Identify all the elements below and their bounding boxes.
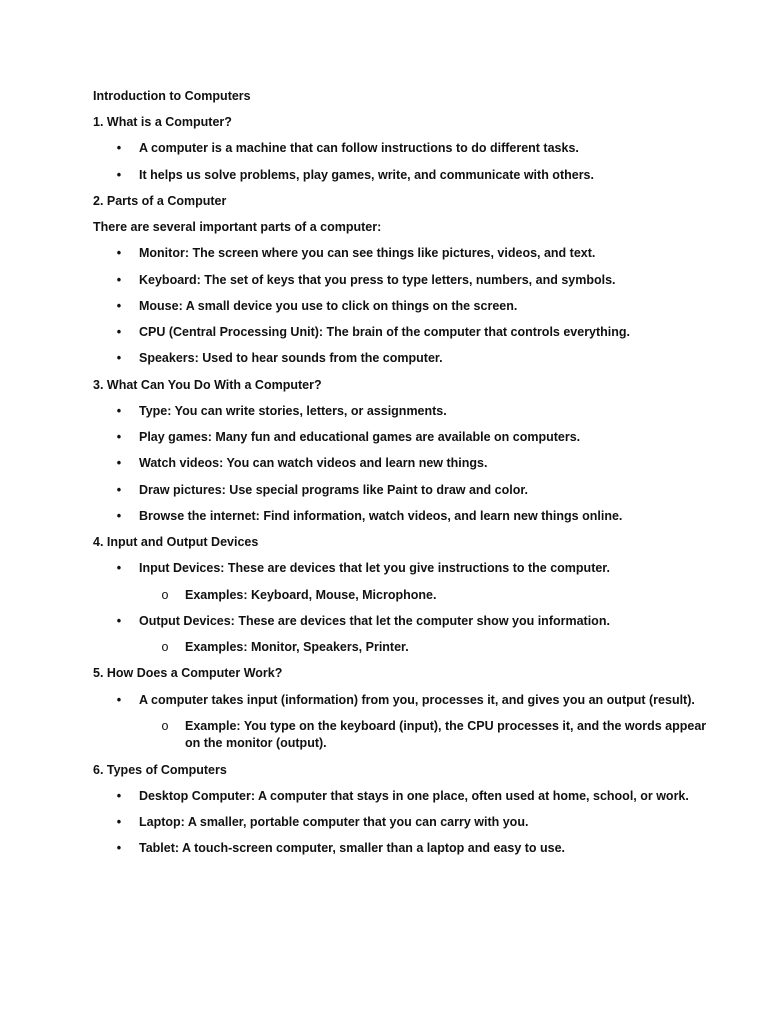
list-item: Laptop: A smaller, portable computer that you can carry with you. bbox=[139, 815, 529, 829]
bullet-marker: • bbox=[116, 561, 122, 575]
bullet-marker: • bbox=[116, 141, 122, 155]
sub-bullet-marker: o bbox=[161, 640, 169, 654]
sub-list-item-continuation: on the monitor (output). bbox=[185, 736, 327, 750]
list-item: Keyboard: The set of keys that you press to type letters, numbers, and symbols. bbox=[139, 273, 616, 287]
document-title: Introduction to Computers bbox=[93, 89, 251, 103]
list-item: Draw pictures: Use special programs like Paint to draw and color. bbox=[139, 483, 529, 497]
bullet-marker: • bbox=[116, 841, 122, 855]
list-item: It helps us solve problems, play games, write, and communicate with others. bbox=[139, 168, 594, 182]
bullet-marker: • bbox=[116, 273, 122, 287]
list-item: Play games: Many fun and educational games are available on computers. bbox=[139, 430, 581, 444]
bullet-marker: • bbox=[116, 456, 122, 470]
bullet-marker: • bbox=[116, 325, 122, 339]
section-heading-5: 5. How Does a Computer Work? bbox=[93, 666, 283, 680]
section-heading-4: 4. Input and Output Devices bbox=[93, 535, 259, 549]
section-heading-6: 6. Types of Computers bbox=[93, 763, 227, 777]
bullet-marker: • bbox=[116, 483, 122, 497]
bullet-marker: • bbox=[116, 815, 122, 829]
list-item: Watch videos: You can watch videos and learn new things. bbox=[139, 456, 488, 470]
bullet-marker: • bbox=[116, 509, 122, 523]
bullet-marker: • bbox=[116, 168, 122, 182]
section-intro: There are several important parts of a computer: bbox=[93, 220, 382, 234]
bullet-marker: • bbox=[116, 351, 122, 365]
list-item: Mouse: A small device you use to click on things on the screen. bbox=[139, 299, 518, 313]
list-item: Monitor: The screen where you can see things like pictures, videos, and text. bbox=[139, 246, 596, 260]
sub-list-item: Example: You type on the keyboard (input), the CPU processes it, and the words appear bbox=[185, 719, 707, 733]
list-item: A computer is a machine that can follow instructions to do different tasks. bbox=[139, 141, 579, 155]
list-item: Output Devices: These are devices that let the computer show you information. bbox=[139, 614, 610, 628]
bullet-marker: • bbox=[116, 430, 122, 444]
section-heading-3: 3. What Can You Do With a Computer? bbox=[93, 378, 322, 392]
list-item: Type: You can write stories, letters, or assignments. bbox=[139, 404, 447, 418]
list-item: Desktop Computer: A computer that stays in one place, often used at home, school, or work. bbox=[139, 789, 689, 803]
sub-list-item: Examples: Monitor, Speakers, Printer. bbox=[185, 640, 409, 654]
bullet-marker: • bbox=[116, 614, 122, 628]
list-item: Tablet: A touch-screen computer, smaller than a laptop and easy to use. bbox=[139, 841, 566, 855]
bullet-marker: • bbox=[116, 404, 122, 418]
section-heading-1: 1. What is a Computer? bbox=[93, 115, 232, 129]
list-item: Input Devices: These are devices that let you give instructions to the computer. bbox=[139, 561, 610, 575]
section-heading-2: 2. Parts of a Computer bbox=[93, 194, 227, 208]
bullet-marker: • bbox=[116, 246, 122, 260]
bullet-marker: • bbox=[116, 299, 122, 313]
bullet-marker: • bbox=[116, 789, 122, 803]
bullet-marker: • bbox=[116, 693, 122, 707]
list-item: A computer takes input (information) from you, processes it, and gives you an output (result). bbox=[139, 693, 695, 707]
list-item: Speakers: Used to hear sounds from the computer. bbox=[139, 351, 443, 365]
list-item: CPU (Central Processing Unit): The brain of the computer that controls everything. bbox=[139, 325, 631, 339]
sub-bullet-marker: o bbox=[161, 588, 169, 602]
list-item: Browse the internet: Find information, watch videos, and learn new things online. bbox=[139, 509, 623, 523]
sub-bullet-marker: o bbox=[161, 719, 169, 733]
sub-list-item: Examples: Keyboard, Mouse, Microphone. bbox=[185, 588, 437, 602]
